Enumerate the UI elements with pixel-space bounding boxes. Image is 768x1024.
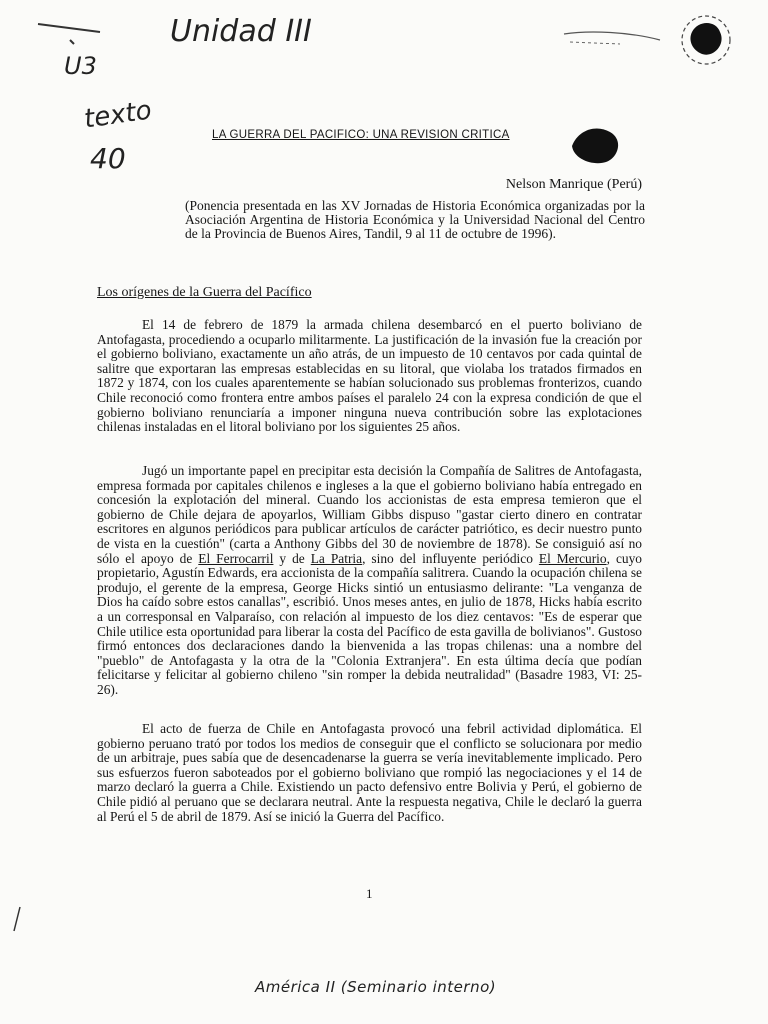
paragraph-1 <box>97 318 642 435</box>
newspaper-el-mercurio: El Mercurio <box>538 550 607 566</box>
page-number: 1 <box>366 886 373 901</box>
handwritten-footer: América II (Seminario interno) <box>255 978 497 996</box>
document-title: LA GUERRA DEL PACIFICO: UNA REVISION CRITICA <box>212 129 510 141</box>
paragraph-2-text: , cuyo propietario, Agustín Edwards, era accionista de la compañía salitrera. Cuando la ocupación chilena se produjo, el gerente de la empresa, George Hicks sintió un entusiasmo delirante: "La venganza de Dios ha caído sobre estos canallas", escribió. Unos meses antes, en julio de 1878, Hicks había escrito a un corresponsal en Valparaíso, con relación al impuesto de los diez centavos: "Es de esperar que Chile utilice esta oportunidad para liberar la costa del Pacífico de esta gavilla de bolivianos". Gustoso firmó entonces dos declaraciones dando la bienvenida a las tropas chilenas: una a nombre del "pueblo" de Antofagasta y la otra de la "Colonia Extranjera". En esta última decía que podían felicitarse y felicitar al gobierno chileno "sin romper la debida neutralidad" (Basadre 1983, VI: 25-26). <box>97 550 642 697</box>
paragraph-2 <box>97 464 642 698</box>
paragraph-1-text: El 14 de febrero de 1879 la armada chilena desembarcó en el puerto boliviano de Antofagasta, procediendo a ocuparlo militarmente. La justificación de la invasión fue la creación por el gobierno boliviano, exactamente un año atrás, de un impuesto de 10 centavos por cada quintal de salitre que exportaran las empresas establecidas en su litoral, que violaba los tratados firmados en 1872 y 1874, con los cuales aparentemente se habían solucionado sus problemas fronterizos, cuando Chile reconoció como frontera entre ambos países el paralelo 24 con la expresa condición de que el gobierno boliviano renunciaría a imponer ninguna nueva contribución sobre las explotaciones chilenas instaladas en el litoral boliviano por los siguientes 25 años. <box>97 317 642 435</box>
handwritten-number: 40 <box>90 142 126 175</box>
ink-blot-top-right <box>678 10 738 70</box>
handwritten-unit-label: Unidad III <box>170 14 312 49</box>
paragraph-3-text: El acto de fuerza de Chile en Antofagasta provocó una febril actividad diplomática. El gobierno peruano trató por todos los medios de conseguir que el conflicto se solucionara por medio de un arbitraje, pues sabía que de desencadenarse la guerra se vería inevitablemente implicado. Pero sus esfuerzos fueron saboteados por el gobierno boliviano que rompió las negociaciones y el 14 de marzo declaró la guerra a Chile. Existiendo un pacto defensivo entre Bolivia y Perú, el gobierno de Chile pidió al peruano que se declarara neutral. Ante la respuesta negativa, Chile le declaró la guerra al Perú el 5 de abril de 1879. Así se inició la Guerra del Pacífico. <box>97 721 642 824</box>
handwritten-code: U3 <box>64 52 97 80</box>
presentation-note: (Ponencia presentada en las XV Jornadas de Historia Económica organizadas por la Asociación Argentina de Historia Económica y la Universidad Nacional del Centro de la Provincia de Buenos Aires, Tandil, 9 al 11 de octubre de 1996). <box>185 198 645 241</box>
paragraph-2-text: , sino del influyente periódico <box>362 550 539 566</box>
pen-scribble-top-left <box>30 14 110 54</box>
margin-tick <box>8 905 28 935</box>
section-heading: Los orígenes de la Guerra del Pacífico <box>97 285 312 300</box>
paragraph-2-text: Jugó un importante papel en precipitar esta decisión la Compañía de Salitres de Antofagasta, empresa formada por capitales chilenos e ingleses a la que el gobierno boliviano había entregado en concesión la explotación del mineral. Cuando los accionistas de esta empresa temieron que el gobierno de Chile dejara de apoyarlos, William Gibbs dispuso "gastar cierto dinero en contratar escritores en algunos periódicos para publicar artículos de carácter patriótico, es decir nuestro punto de vista en la cuestión" (carta a Anthony Gibbs del 30 de noviembre de 1878). Se consiguió así no sólo el apoyo de <box>97 463 642 566</box>
pen-scribble-top-right <box>560 22 670 62</box>
ink-blot-title <box>566 120 626 170</box>
author-line: Nelson Manrique (Perú) <box>505 177 642 192</box>
paragraph-3 <box>97 722 642 824</box>
paragraph-2-text: y de <box>273 550 311 566</box>
newspaper-la-patria: La Patria <box>310 550 363 566</box>
newspaper-el-ferrocarril: El Ferrocarril <box>198 550 274 566</box>
handwritten-texto: texto <box>82 95 154 135</box>
